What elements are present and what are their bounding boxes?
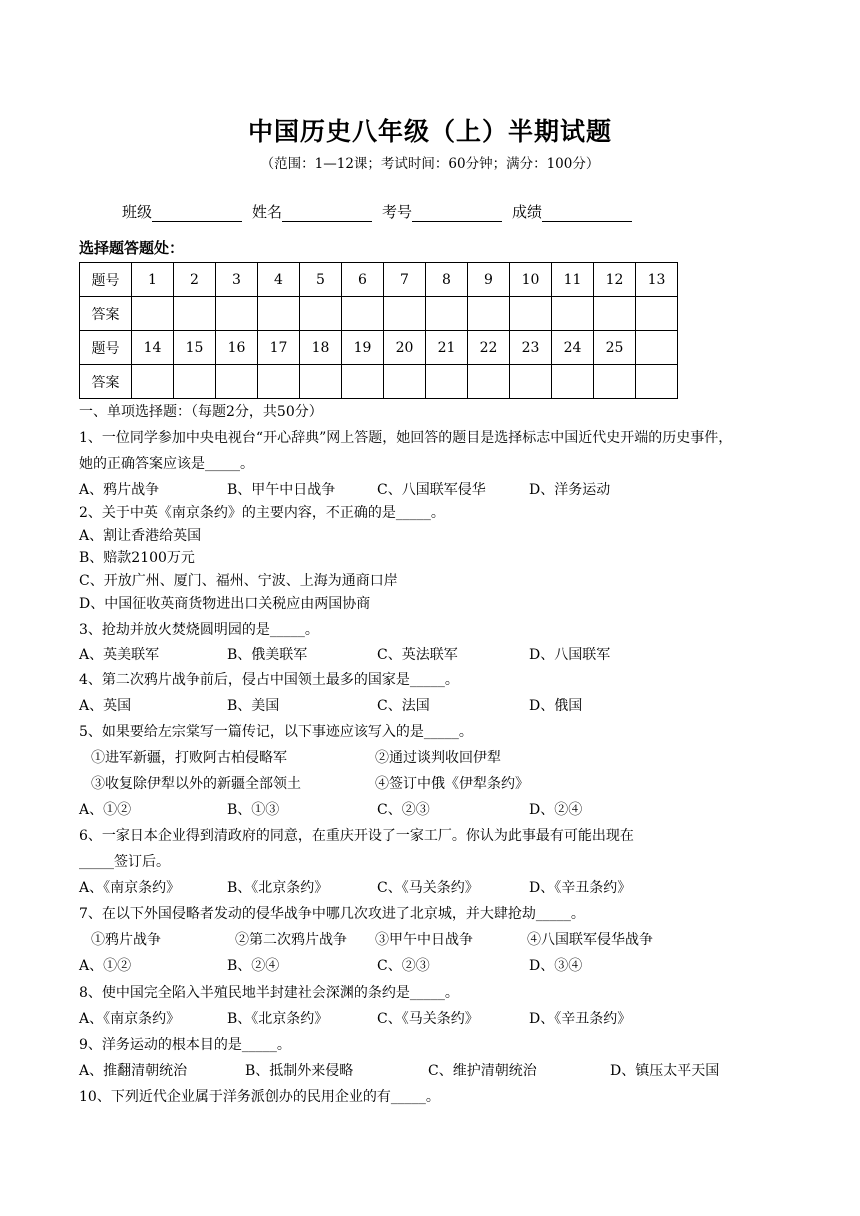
score-blank[interactable] <box>542 206 632 222</box>
exam-subtitle: （范围：1—12课；考试时间：60分钟；满分：100分） <box>260 156 600 172</box>
question-1-stem-cont: 她的正确答案应该是_____。 <box>79 456 254 472</box>
option-c[interactable]: C、法国 <box>377 698 430 714</box>
answer-label: 答案 <box>80 365 132 399</box>
answer-cell[interactable] <box>132 365 174 399</box>
option-d[interactable]: D、中国征收英商货物进出口关税应由两国协商 <box>79 596 371 612</box>
table-row <box>80 263 678 297</box>
answer-cell[interactable] <box>384 365 426 399</box>
option-c[interactable]: C、《马关条约》 <box>377 880 479 896</box>
question-number-cell: 18 <box>300 331 342 365</box>
table-row <box>80 331 678 365</box>
answer-cell[interactable] <box>174 365 216 399</box>
statement-item: ①进军新疆，打败阿古柏侵略军 <box>91 750 287 766</box>
question-number-cell: 7 <box>384 263 426 297</box>
question-5-stem: 5、如果要给左宗棠写一篇传记，以下事迹应该写入的是_____。 <box>79 724 473 740</box>
question-1-options <box>79 480 610 500</box>
question-9-options <box>79 1061 719 1081</box>
answer-cell[interactable] <box>468 365 510 399</box>
question-5-options <box>79 800 582 820</box>
question-number-cell <box>636 331 678 365</box>
question-number-cell: 3 <box>216 263 258 297</box>
answer-cell[interactable] <box>300 365 342 399</box>
statement-item: ①鸦片战争 <box>91 932 161 948</box>
answer-sheet-table <box>79 262 678 399</box>
option-a[interactable]: A、英国 <box>79 698 132 714</box>
question-6-stem: 6、一家日本企业得到清政府的同意，在重庆开设了一家工厂。你认为此事最有可能出现在 <box>79 828 634 844</box>
option-b[interactable]: B、俄美联军 <box>227 647 308 663</box>
option-a[interactable]: A、英美联军 <box>79 647 160 663</box>
option-c[interactable]: C、英法联军 <box>377 647 458 663</box>
answer-cell[interactable] <box>594 297 636 331</box>
option-a[interactable]: A、《南京条约》 <box>79 1011 181 1027</box>
question-4-options <box>79 696 582 716</box>
answer-cell[interactable] <box>216 297 258 331</box>
answer-cell[interactable] <box>552 365 594 399</box>
question-1-stem: 1、一位同学参加中央电视台“开心辞典”网上答题，她回答的题目是选择标志中国近代史开端的历史事件， <box>79 430 733 446</box>
option-d[interactable]: D、俄国 <box>529 698 583 714</box>
option-c[interactable]: C、②③ <box>377 958 430 974</box>
option-c[interactable]: C、②③ <box>377 802 430 818</box>
question-number-cell: 13 <box>636 263 678 297</box>
answer-cell[interactable] <box>174 297 216 331</box>
question-number-cell: 12 <box>594 263 636 297</box>
answer-cell[interactable] <box>636 365 678 399</box>
answer-cell[interactable] <box>216 365 258 399</box>
answer-cell[interactable] <box>132 297 174 331</box>
question-8-stem: 8、使中国完全陷入半殖民地半封建社会深渊的条约是_____。 <box>79 985 459 1001</box>
answer-cell[interactable] <box>552 297 594 331</box>
statement-item: ④签订中俄《伊犁条约》 <box>375 776 529 792</box>
option-b[interactable]: B、赔款2100万元 <box>79 550 195 566</box>
answer-cell[interactable] <box>258 365 300 399</box>
exam-title: 中国历史八年级（上）半期试题 <box>247 117 612 146</box>
score-field: 成绩 <box>512 201 632 222</box>
question-number-cell: 1 <box>132 263 174 297</box>
question-number-cell: 14 <box>132 331 174 365</box>
question-number-cell: 10 <box>510 263 552 297</box>
statement-item: ④八国联军侵华战争 <box>527 932 653 948</box>
option-b[interactable]: B、抵制外来侵略 <box>245 1063 354 1079</box>
question-5-items-row2 <box>91 774 529 794</box>
option-d[interactable]: D、②④ <box>529 802 583 818</box>
statement-item: ③收复除伊犁以外的新疆全部领土 <box>91 776 301 792</box>
option-c[interactable]: C、开放广州、厦门、福州、宁波、上海为通商口岸 <box>79 573 398 589</box>
class-blank[interactable] <box>152 206 242 222</box>
answer-cell[interactable] <box>258 297 300 331</box>
question-7-items <box>91 930 653 950</box>
option-c[interactable]: C、维护清朝统治 <box>428 1063 537 1079</box>
question-number-cell: 16 <box>216 331 258 365</box>
answer-sheet-heading: 选择题答题处： <box>79 239 185 257</box>
name-field: 姓名 <box>252 201 372 222</box>
question-number-cell: 21 <box>426 331 468 365</box>
question-number-cell: 6 <box>342 263 384 297</box>
question-number-cell: 20 <box>384 331 426 365</box>
question-8-options <box>79 1009 631 1029</box>
option-a[interactable]: A、①② <box>79 958 132 974</box>
question-7-options <box>79 956 582 976</box>
question-6-stem-cont: _____签订后。 <box>79 854 170 870</box>
class-field: 班级 <box>122 201 242 222</box>
option-d[interactable]: D、八国联军 <box>529 647 611 663</box>
option-d[interactable]: D、洋务运动 <box>529 482 611 498</box>
section-heading: 一、单项选择题：（每题2分，共50分） <box>79 404 323 420</box>
answer-cell[interactable] <box>342 365 384 399</box>
question-number-cell: 5 <box>300 263 342 297</box>
answer-cell[interactable] <box>636 297 678 331</box>
name-blank[interactable] <box>282 206 372 222</box>
question-5-items-row1 <box>91 748 501 768</box>
question-number-cell: 23 <box>510 331 552 365</box>
question-number-label: 题号 <box>80 331 132 365</box>
exam-number-field: 考号 <box>382 201 502 222</box>
question-number-cell: 8 <box>426 263 468 297</box>
option-a[interactable]: A、割让香港给英国 <box>79 528 202 544</box>
option-b[interactable]: B、②④ <box>227 958 280 974</box>
statement-item: ②第二次鸦片战争 <box>235 932 347 948</box>
question-number-cell: 4 <box>258 263 300 297</box>
option-b[interactable]: B、①③ <box>227 802 280 818</box>
option-a[interactable]: A、鸦片战争 <box>79 482 160 498</box>
statement-item: ②通过谈判收回伊犁 <box>375 750 501 766</box>
option-b[interactable]: B、甲午中日战争 <box>227 482 336 498</box>
exam-number-blank[interactable] <box>412 206 502 222</box>
answer-cell[interactable] <box>426 365 468 399</box>
question-number-cell: 2 <box>174 263 216 297</box>
answer-cell[interactable] <box>342 297 384 331</box>
question-number-label: 题号 <box>80 263 132 297</box>
question-number-cell: 17 <box>258 331 300 365</box>
question-4-stem: 4、第二次鸦片战争前后，侵占中国领土最多的国家是_____。 <box>79 672 459 688</box>
option-d[interactable]: D、③④ <box>529 958 583 974</box>
answer-cell[interactable] <box>594 365 636 399</box>
answer-label: 答案 <box>80 297 132 331</box>
answer-cell[interactable] <box>468 297 510 331</box>
option-d[interactable]: D、镇压太平天国 <box>610 1063 720 1079</box>
table-row <box>80 365 678 399</box>
option-a[interactable]: A、推翻清朝统治 <box>79 1063 188 1079</box>
table-row <box>80 297 678 331</box>
option-d[interactable]: D、《辛丑条约》 <box>529 1011 632 1027</box>
question-number-cell: 22 <box>468 331 510 365</box>
option-a[interactable]: A、《南京条约》 <box>79 880 181 896</box>
question-3-options <box>79 645 610 665</box>
question-number-cell: 25 <box>594 331 636 365</box>
answer-cell[interactable] <box>510 365 552 399</box>
answer-cell[interactable] <box>510 297 552 331</box>
statement-item: ③甲午中日战争 <box>375 932 473 948</box>
option-a[interactable]: A、①② <box>79 802 132 818</box>
option-c[interactable]: C、《马关条约》 <box>377 1011 479 1027</box>
answer-cell[interactable] <box>384 297 426 331</box>
question-2-stem: 2、关于中英《南京条约》的主要内容，不正确的是_____。 <box>79 505 445 521</box>
question-7-stem: 7、在以下外国侵略者发动的侵华战争中哪几次攻进了北京城，并大肆抢劫_____。 <box>79 906 585 922</box>
option-c[interactable]: C、八国联军侵华 <box>377 482 486 498</box>
student-info-row <box>122 201 642 222</box>
answer-cell[interactable] <box>300 297 342 331</box>
question-6-options <box>79 878 631 898</box>
option-b[interactable]: B、美国 <box>227 698 280 714</box>
answer-cell[interactable] <box>426 297 468 331</box>
question-10-stem: 10、下列近代企业属于洋务派创办的民用企业的有_____。 <box>79 1089 440 1105</box>
option-b[interactable]: B、《北京条约》 <box>227 1011 329 1027</box>
option-b[interactable]: B、《北京条约》 <box>227 880 329 896</box>
question-number-cell: 24 <box>552 331 594 365</box>
question-3-stem: 3、抢劫并放火焚烧圆明园的是_____。 <box>79 622 319 638</box>
question-number-cell: 9 <box>468 263 510 297</box>
option-d[interactable]: D、《辛丑条约》 <box>529 880 632 896</box>
question-number-cell: 11 <box>552 263 594 297</box>
question-number-cell: 19 <box>342 331 384 365</box>
question-9-stem: 9、洋务运动的根本目的是_____。 <box>79 1037 291 1053</box>
question-number-cell: 15 <box>174 331 216 365</box>
